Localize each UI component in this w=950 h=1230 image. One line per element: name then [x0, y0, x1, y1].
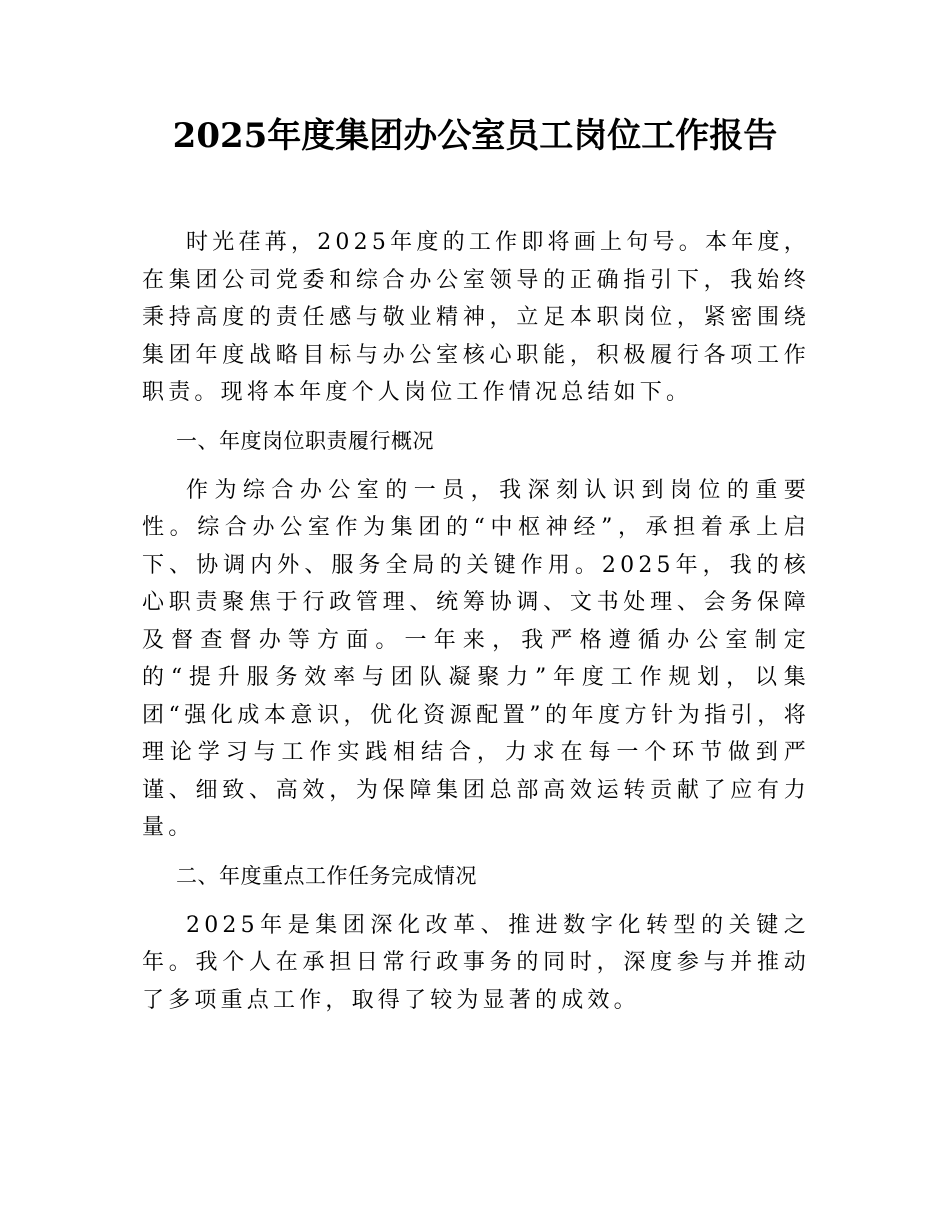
section-paragraph-1: 作为综合办公室的一员，我深刻认识到岗位的重要性。综合办公室作为集团的“中枢神经”，承担着承上启下、协调内外、服务全局的关键作用。2025年，我的核心职责聚焦于行政管理、统筹协调、文书处理、会务保障及督查督办等方面。一年来，我严格遵循办公室制定的“提升服务效率与团队凝聚力”年度工作规划，以集团“强化成本意识，优化资源配置”的年度方针为指引，将理论学习与工作实践相结合，力求在每一个环节做到严谨、细致、高效，为保障集团总部高效运转贡献了应有力量。 — [142, 477, 810, 840]
document-title: 2025年度集团办公室员工岗位工作报告 — [172, 116, 778, 156]
section-paragraph-2: 2025年是集团深化改革、推进数字化转型的关键之年。我个人在承担日常行政事务的同时，深度参与并推动了多项重点工作，取得了较为显著的成效。 — [142, 912, 810, 1013]
intro-paragraph: 时光荏苒，2025年度的工作即将画上句号。本年度，在集团公司党委和综合办公室领导的正确指引下，我始终秉持高度的责任感与敬业精神，立足本职岗位，紧密围绕集团年度战略目标与办公室核心职能，积极履行各项工作职责。现将本年度个人岗位工作情况总结如下。 — [142, 230, 810, 405]
document-body — [142, 224, 810, 1030]
section-heading-1: 一、年度岗位职责履行概况 — [176, 428, 434, 453]
section-heading-2: 二、年度重点工作任务完成情况 — [176, 863, 477, 888]
